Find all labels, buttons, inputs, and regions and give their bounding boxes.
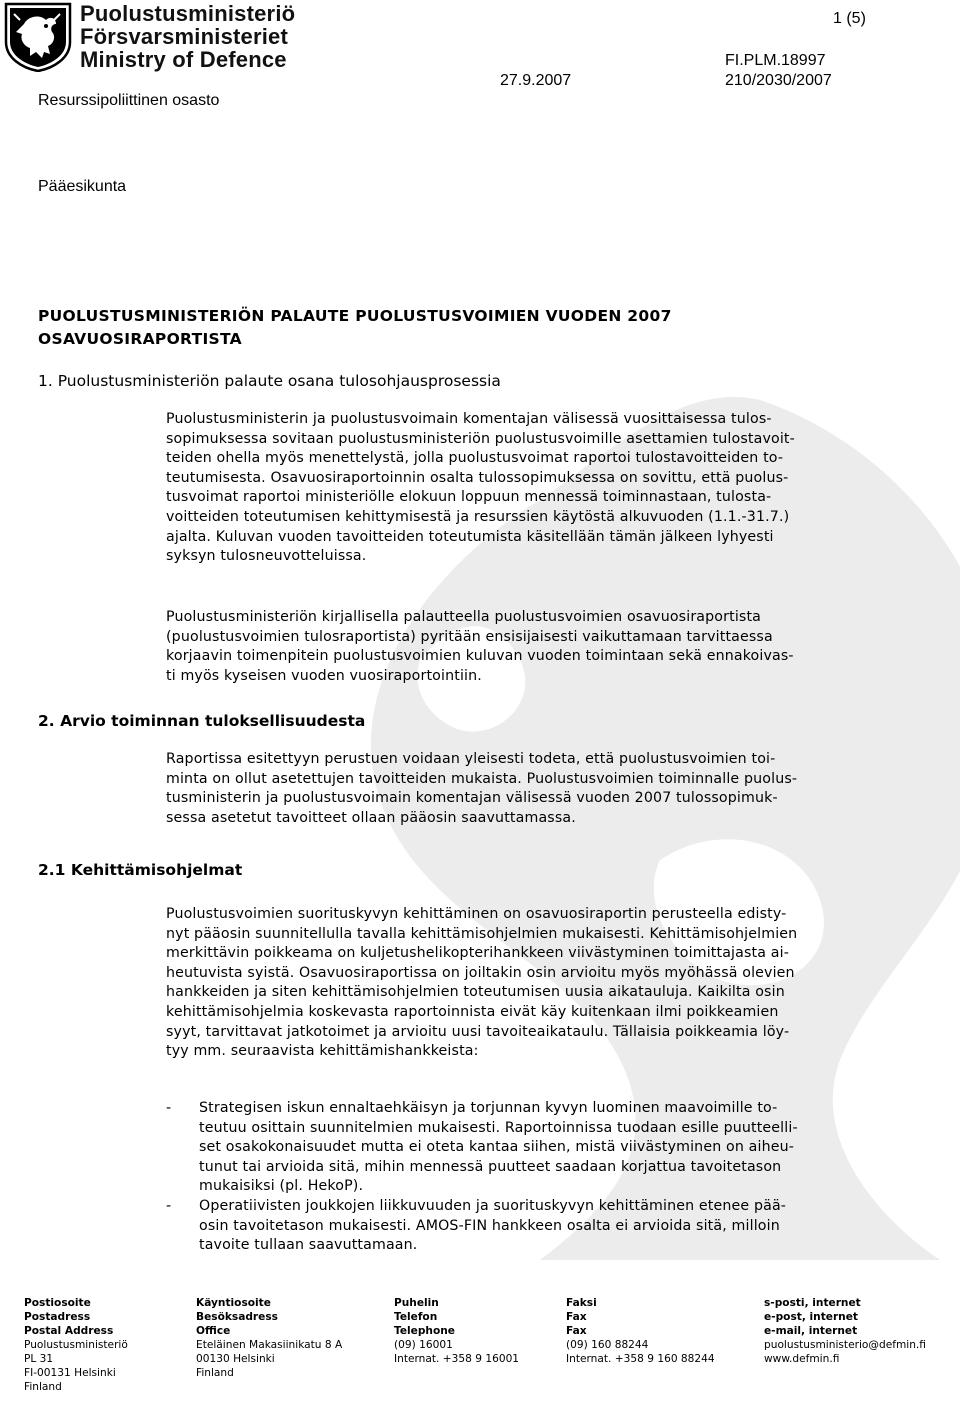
footer-label: Fax xyxy=(566,1311,587,1323)
footer-value: PL 31 xyxy=(24,1353,54,1365)
paragraph-text: Raportissa esitettyyn perustuen voidaan yleisesti todeta, että puolustusvoimien toi- minta on ollut asetettujen tavoitteiden mukaista. Puolustusvoimien toiminnalle puolus- tusministerin ja puolustusvoimain komentajan välisessä vuoden 2007 tulossopimuk- sessa asetetut tavoitteet ollaan pääosin saavuttamassa. xyxy=(166,751,798,826)
paragraph-text: Puolustusministerin ja puolustusvoimain komentajan välisessä vuosittaisessa tulos- sopimuksessa sovitaan puolustusministeriön puolustusvoimille asettamien tulostavoit- teiden ohella myös menettelystä, jolla puolustusvoimat raportoi tulostavoitteiden to- teutumisesta. Osavuosiraportoinnin osalta tulossopimuksessa on sovittu, että puolus- tusvoimat raportoi ministeriölle elokuun loppuun mennessä toiminnastaan, tulosta- voitteiden toteutumisen kehittymisestä ja resurssien käytöstä alkuvuoden (1.1.-31.7.) ajalta. Kuluvan vuoden tavoitteiden toteutumista käsitellään tämän jälkeen lyhyesti syksyn tulosneuvotteluissa. xyxy=(166,411,795,565)
footer-value: Internat. +358 9 160 88244 xyxy=(566,1353,715,1365)
section-2-paragraph-1 xyxy=(166,750,936,828)
footer-label: e-post, internet xyxy=(764,1311,858,1323)
footer-value: (09) 16001 xyxy=(394,1339,453,1351)
section-2-1-heading: 2.1 Kehittämisohjelmat xyxy=(38,861,243,879)
footer-value: FI-00131 Helsinki xyxy=(24,1367,116,1379)
footer-value: Finland xyxy=(24,1381,62,1393)
footer-fax xyxy=(566,1296,715,1366)
footer-postal-address xyxy=(24,1296,128,1394)
reference-number: FI.PLM.18997 xyxy=(725,52,826,69)
footer-label: Postal Address xyxy=(24,1325,114,1337)
document-title-line-2: OSAVUOSIRAPORTISTA xyxy=(38,330,242,348)
footer-label: Telefon xyxy=(394,1311,438,1323)
deviation-list xyxy=(166,1099,936,1256)
footer-value: Puolustusministeriö xyxy=(24,1339,128,1351)
list-dash: - xyxy=(166,1197,172,1214)
section-2-heading: 2. Arvio toiminnan tuloksellisuudesta xyxy=(38,712,366,730)
footer-value: Finland xyxy=(196,1367,234,1379)
footer-label: Käyntiosoite xyxy=(196,1297,271,1309)
paragraph-text: Puolustusministeriön kirjallisella palautteella puolustusvoimien osavuosiraportista (puolustusvoimien tulosraportista) pyritään ensisijaisesti vaikuttamaan tarvittaessa korjaavin toimenpitein puolustusvoimien kuluvan vuoden toimintaan sekä ennakoivas- ti myös kyseisen vuoden vuosiraportointiin. xyxy=(166,609,794,684)
footer-label: s-posti, internet xyxy=(764,1297,861,1309)
page-number: 1 (5) xyxy=(833,10,866,27)
footer-label: Besöksadress xyxy=(196,1311,278,1323)
section-1-paragraph-1 xyxy=(166,410,936,567)
ministry-name-sv: Försvarsministeriet xyxy=(80,24,288,49)
footer-value: Eteläinen Makasiinikatu 8 A xyxy=(196,1339,343,1351)
list-item-text: Operatiivisten joukkojen liikkuvuuden ja suorituskyvyn kehittäminen etenee pää- osin tavoitetason mukaisesti. AMOS-FIN hankkeen osalta ei arvioida sitä, milloin tavoite tullaan saavuttamaan. xyxy=(199,1197,787,1254)
document-title xyxy=(38,305,672,351)
list-item xyxy=(166,1197,936,1256)
footer-email-internet xyxy=(764,1296,926,1366)
footer-label: Fax xyxy=(566,1325,587,1337)
footer-label: Office xyxy=(196,1325,231,1337)
footer-value: Internat. +358 9 16001 xyxy=(394,1353,520,1365)
footer-label: Telephone xyxy=(394,1325,455,1337)
footer-telephone xyxy=(394,1296,519,1366)
ministry-coat-of-arms-logo xyxy=(2,2,74,72)
footer-label: Puhelin xyxy=(394,1297,439,1309)
document-date: 27.9.2007 xyxy=(500,72,572,89)
section-1-paragraph-2 xyxy=(166,608,936,686)
section-1-heading: 1. Puolustusministeriön palaute osana tulosohjausprosessia xyxy=(38,372,501,390)
ministry-name-fi: Puolustusministeriö xyxy=(80,1,296,26)
ministry-name-en: Ministry of Defence xyxy=(80,47,287,72)
section-2-1-paragraph-1 xyxy=(166,905,936,1062)
document-title-line-1: PUOLUSTUSMINISTERIÖN PALAUTE PUOLUSTUSVOIMIEN VUODEN 2007 xyxy=(38,307,672,325)
department-name: Resurssipoliittinen osasto xyxy=(38,92,220,109)
footer-label: e-mail, internet xyxy=(764,1325,858,1337)
footer-label: Postadress xyxy=(24,1311,91,1323)
recipient: Pääesikunta xyxy=(38,178,127,195)
footer-label: Faksi xyxy=(566,1297,597,1309)
footer-label: Postiosoite xyxy=(24,1297,91,1309)
list-item xyxy=(166,1099,936,1197)
ministry-name xyxy=(80,2,295,71)
footer-website-link[interactable]: www.defmin.fi xyxy=(764,1353,840,1365)
footer-office-address xyxy=(196,1296,342,1380)
footer-value: (09) 160 88244 xyxy=(566,1339,649,1351)
paragraph-text: Puolustusvoimien suorituskyvyn kehittäminen on osavuosiraportin perusteella edisty- nyt pääosin suunnitellulla tavalla kehittämisohjelmien mukaisesti. Kehittämisohjelmien merkittävin poikkeama on kuljetushelikopterihankkeen viivästyminen toimittajasta ai- heutuvista syistä. Osavuosiraportissa on joiltakin osin arvioitu myös myöhässä olevien hankkeiden ja siten kehittämisohjelmien toteutumisen uusia aikatauluja. Kaikilta osin kehittämisohjelmia koskevasta raportoinnista eivät käy kuitenkaan ilmi poikkeamien syyt, tarvittavat jatkotoimet ja arvioitu uusi tavoiteaikataulu. Tällaisia poikkeamia löy- tyy mm. seuraavista kehittämishankkeista: xyxy=(166,906,798,1060)
list-dash: - xyxy=(166,1100,172,1116)
footer-email-link[interactable]: puolustusministerio@defmin.fi xyxy=(764,1339,926,1351)
file-number: 210/2030/2007 xyxy=(725,72,832,89)
footer-value: 00130 Helsinki xyxy=(196,1353,275,1365)
list-item-text: Strategisen iskun ennaltaehkäisyn ja torjunnan kyvyn luominen maavoimille to- teutuu osittain suunnitelmien mukaisesti. Raportoinnissa tuodaan esille puutteelli- set osakokonaisuudet mutta ei oteta kantaa siihen, mistä viivästyminen on aiheu- tunut tai arvioida sitä, mihin mennessä puutteet saadaan korjattua tavoitetason mukaisiksi (pl. HekoP). xyxy=(199,1100,798,1195)
